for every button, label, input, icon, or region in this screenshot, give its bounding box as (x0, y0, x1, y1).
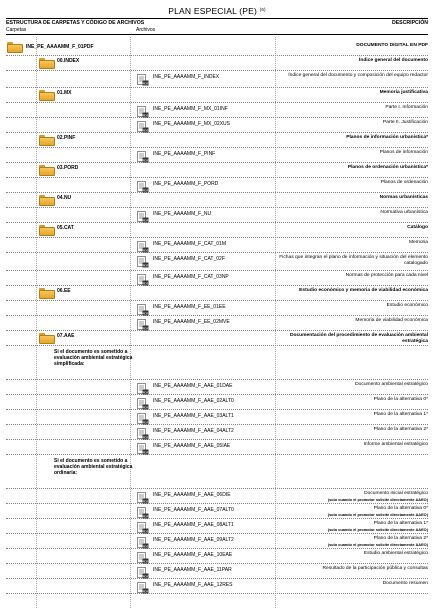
file-name: INE_PE_AAAAMM_F_CAT_03NP (153, 274, 229, 280)
pdf-file-icon (137, 491, 149, 503)
description-text: Parte II. Justificación (382, 120, 428, 125)
folder-row (6, 88, 428, 103)
file-row (6, 103, 428, 118)
description-cell (278, 551, 428, 557)
description-text: Plano de la alternativa 0* (373, 397, 428, 402)
folder-name: 02.PINF (57, 135, 76, 141)
file-row (6, 395, 428, 410)
description-cell (278, 195, 428, 201)
folder-icon (39, 288, 55, 299)
svg-text:PDF: PDF (142, 248, 149, 253)
svg-text:PDF: PDF (142, 559, 149, 564)
description-cell (278, 73, 428, 79)
folder-row (6, 133, 428, 148)
description-text: Planos de ordenación urbanística* (347, 165, 428, 170)
description-text: Normativa urbanística (380, 210, 428, 215)
file-name: INE_PE_AAAAMM_F_PINF (153, 151, 216, 157)
file-name: INE_PE_AAAAMM_F_AAE_12RES (153, 582, 233, 588)
file-name: INE_PE_AAAAMM_F_AAE_05IAE (153, 443, 231, 449)
file-name: INE_PE_AAAAMM_F_AAE_09ALT2 (153, 537, 234, 543)
pdf-file-icon (137, 382, 149, 394)
description-cell (278, 105, 428, 111)
file-name: INE_PE_AAAAMM_F_AAE_02ALT0 (153, 398, 234, 404)
description-cell (278, 288, 428, 294)
description-cell (278, 382, 428, 388)
file-row (6, 253, 428, 271)
file-name: INE_PE_AAAAMM_F_AAE_04ALT2 (153, 428, 234, 434)
description-text: Plano de la alternativa 1* (373, 412, 428, 417)
pdf-file-icon (137, 73, 149, 85)
col-folders-header: Carpetas (6, 27, 27, 33)
description-cell (278, 255, 428, 267)
file-name: INE_PE_AAAAMM_F_AAE_06DIE (153, 492, 231, 498)
description-cell (278, 225, 428, 231)
page-title-text: PLAN ESPECIAL (PE) (168, 6, 258, 16)
description-text: Índice general del documento (358, 58, 428, 63)
pdf-file-icon (137, 581, 149, 593)
folder-name: 00.INDEX (57, 58, 80, 64)
description-cell (278, 397, 428, 403)
pdf-file-icon (137, 255, 149, 267)
pdf-file-icon (137, 397, 149, 409)
file-name: INE_PE_AAAAMM_F_INDEX (153, 74, 220, 80)
description-cell (278, 58, 428, 64)
description-text: Documentación del procedimiento de evaluación ambiental estratégica (289, 333, 428, 344)
file-row (6, 148, 428, 163)
svg-text:PDF: PDF (142, 158, 149, 163)
file-name: INE_PE_AAAAMM_F_MX_01INF (153, 106, 228, 112)
description-cell (278, 318, 428, 324)
header-top-rule (6, 18, 428, 19)
description-condition-note: (solo cuando el promotor solicite directamente AAEO) (327, 541, 428, 547)
file-row (6, 440, 428, 455)
file-row (6, 316, 428, 331)
folder-name: 03.PORD (57, 165, 79, 171)
description-cell (278, 240, 428, 246)
folder-icon (7, 42, 23, 53)
folder-row (6, 37, 428, 56)
description-text: Normas de protección para cada nivel (345, 273, 428, 278)
svg-text:PDF: PDF (142, 188, 149, 193)
description-cell (278, 43, 428, 49)
file-name: INE_PE_AAAAMM_F_CAT_02F (153, 256, 225, 262)
description-text: Documento ambiental estratégico (355, 382, 428, 387)
pdf-file-icon (137, 240, 149, 252)
file-row (6, 410, 428, 425)
svg-text:PDF: PDF (142, 514, 149, 519)
pdf-file-icon (137, 442, 149, 454)
svg-text:PDF: PDF (142, 128, 149, 133)
pdf-file-icon (137, 318, 149, 330)
folder-icon (39, 90, 55, 101)
pdf-file-icon (137, 551, 149, 563)
description-cell (278, 303, 428, 309)
pdf-file-icon (137, 536, 149, 548)
description-cell (278, 180, 428, 186)
pdf-file-icon (137, 412, 149, 424)
file-name: INE_PE_AAAAMM_F_AAE_10EAE (153, 552, 233, 558)
description-text: Resultado de la participación pública y consultas (322, 566, 428, 571)
file-name: INE_PE_AAAAMM_F_AAE_08ALT1 (153, 522, 234, 528)
description-text: Memoria justificativa (379, 90, 428, 95)
svg-text:PDF: PDF (142, 281, 149, 286)
description-text: Documento inicial estratégico (364, 491, 428, 496)
description-text: Plano de la alternativa 1* (373, 521, 428, 526)
description-text: Índice general del documento y composición del equipo redactor (288, 73, 428, 78)
note-row (6, 455, 428, 489)
folder-name: 06.EE (57, 288, 71, 294)
description-text: Memoria (408, 240, 428, 245)
note-row (6, 346, 428, 380)
description-cell (278, 491, 428, 503)
page-title (0, 6, 434, 16)
svg-text:PDF: PDF (142, 435, 149, 440)
folder-icon (39, 195, 55, 206)
description-cell (278, 165, 428, 171)
folder-row (6, 331, 428, 346)
folder-name: 04.NU (57, 195, 72, 201)
folder-icon (39, 225, 55, 236)
description-cell (278, 273, 428, 279)
file-row (6, 579, 428, 594)
col-files-header: Archivos (136, 27, 156, 33)
evaluation-note: Si el documento es sometido a evaluación ambiental estratégica simplificada: (54, 349, 133, 368)
description-cell (278, 412, 428, 418)
description-cell (278, 427, 428, 433)
file-row (6, 178, 428, 193)
evaluation-note: Si el documento es sometido a evaluación ambiental estratégica ordinaria: (54, 458, 133, 477)
folder-row (6, 193, 428, 208)
description-text: Plano de la alternativa 2* (373, 536, 428, 541)
folder-name: 01.MX (57, 90, 72, 96)
file-row (6, 238, 428, 253)
svg-text:PDF: PDF (142, 589, 149, 594)
description-text: Planos de información (379, 150, 428, 155)
svg-text:PDF: PDF (142, 574, 149, 579)
description-condition-note: (solo cuando el promotor solicite directamente AAEO) (327, 496, 428, 502)
folder-row (6, 163, 428, 178)
description-text: Plano de la alternativa 2* (373, 427, 428, 432)
description-cell (278, 150, 428, 156)
svg-text:PDF: PDF (142, 499, 149, 504)
file-row (6, 489, 428, 504)
col-description-header: DESCRIPCIÓN (391, 20, 428, 26)
description-text: Informe ambiental estratégico (363, 442, 428, 447)
pdf-file-icon (137, 303, 149, 315)
description-cell (278, 210, 428, 216)
file-row (6, 71, 428, 88)
svg-text:PDF: PDF (142, 420, 149, 425)
pdf-file-icon (137, 506, 149, 518)
pdf-file-icon (137, 105, 149, 117)
folder-row (6, 286, 428, 301)
pdf-file-icon (137, 210, 149, 222)
file-name: INE_PE_AAAAMM_F_NU (153, 211, 212, 217)
file-row (6, 271, 428, 286)
file-row (6, 118, 428, 133)
pdf-file-icon (137, 427, 149, 439)
file-row (6, 549, 428, 564)
description-text: Parte I. Información (385, 105, 428, 110)
table-subheader (6, 27, 428, 33)
description-condition-note: (solo cuando el promotor solicite directamente AAEO) (327, 511, 428, 517)
description-cell (278, 442, 428, 448)
title-footnote-mark: (6) (259, 7, 266, 12)
folder-icon (39, 58, 55, 69)
description-cell (278, 521, 428, 533)
file-row (6, 425, 428, 440)
folder-name: INE_PE_AAAAMM_F_01PDF (26, 44, 94, 50)
description-text: Plano de la alternativa 0* (373, 506, 428, 511)
folder-name: 07.AAE (57, 333, 75, 339)
description-cell (278, 333, 428, 345)
description-text: Estudio ambiental estratégico (363, 551, 428, 556)
file-row (6, 564, 428, 579)
pdf-file-icon (137, 150, 149, 162)
description-text: Memoria de viabilidad económica (355, 318, 428, 323)
description-text: Estudio económico (386, 303, 428, 308)
description-condition-note: (solo cuando el promotor solicite directamente AAEO) (327, 526, 428, 532)
svg-text:PDF: PDF (142, 326, 149, 331)
description-text: Fichas que integran el plano de información y situación del elemento catalogado (279, 255, 428, 266)
svg-text:PDF: PDF (142, 113, 149, 118)
svg-text:PDF: PDF (142, 450, 149, 455)
pdf-file-icon (137, 566, 149, 578)
pdf-file-icon (137, 273, 149, 285)
description-text: Estudio económico y memoria de viabilidad económica (299, 288, 428, 293)
col-structure-header: ESTRUCTURA DE CARPETAS Y CÓDIGO DE ARCHIVOS (6, 20, 145, 26)
folder-icon (39, 333, 55, 344)
description-cell (278, 120, 428, 126)
description-text: Normas urbanísticas (379, 195, 428, 200)
folder-icon (39, 135, 55, 146)
folder-row (6, 223, 428, 238)
file-row (6, 380, 428, 395)
svg-text:PDF: PDF (142, 81, 149, 86)
file-row (6, 301, 428, 316)
folder-icon (39, 165, 55, 176)
file-name: INE_PE_AAAAMM_F_AAE_03ALT1 (153, 413, 234, 419)
description-cell (278, 90, 428, 96)
svg-text:PDF: PDF (142, 405, 149, 410)
description-text: DOCUMENTO DIGITAL EN PDF (356, 43, 428, 48)
table-header (6, 20, 428, 26)
svg-text:PDF: PDF (142, 263, 149, 268)
description-text: Documento resumen (382, 581, 428, 586)
file-name: INE_PE_AAAAMM_F_EE_01EE (153, 304, 226, 310)
description-cell (278, 566, 428, 572)
description-cell (278, 506, 428, 518)
svg-text:PDF: PDF (142, 529, 149, 534)
description-text: Planos de ordenación (380, 180, 428, 185)
folder-row (6, 56, 428, 71)
description-cell (278, 135, 428, 141)
pdf-file-icon (137, 180, 149, 192)
file-name: INE_PE_AAAAMM_F_EE_02MVE (153, 319, 230, 325)
file-name: INE_PE_AAAAMM_F_PORD (153, 181, 219, 187)
svg-text:PDF: PDF (142, 218, 149, 223)
svg-text:PDF: PDF (142, 311, 149, 316)
file-name: INE_PE_AAAAMM_F_CAT_01M (153, 241, 226, 247)
file-row (6, 534, 428, 549)
folder-name: 05.CAT (57, 225, 74, 231)
description-text: Catálogo (407, 225, 428, 230)
file-name: INE_PE_AAAAMM_F_MX_02XUS (153, 121, 230, 127)
file-name: INE_PE_AAAAMM_F_AAE_01DAE (153, 383, 233, 389)
description-cell (278, 581, 428, 587)
file-row (6, 208, 428, 223)
description-text: Planos de información urbanística* (346, 135, 428, 140)
description-cell (278, 536, 428, 548)
svg-text:PDF: PDF (142, 544, 149, 549)
file-name: INE_PE_AAAAMM_F_AAE_07ALT0 (153, 507, 234, 513)
pdf-file-icon (137, 120, 149, 132)
svg-text:PDF: PDF (142, 390, 149, 395)
file-name: INE_PE_AAAAMM_F_AAE_11PAR (153, 567, 232, 573)
pdf-file-icon (137, 521, 149, 533)
file-row (6, 504, 428, 519)
file-row (6, 519, 428, 534)
header-bottom-rule (6, 34, 428, 35)
